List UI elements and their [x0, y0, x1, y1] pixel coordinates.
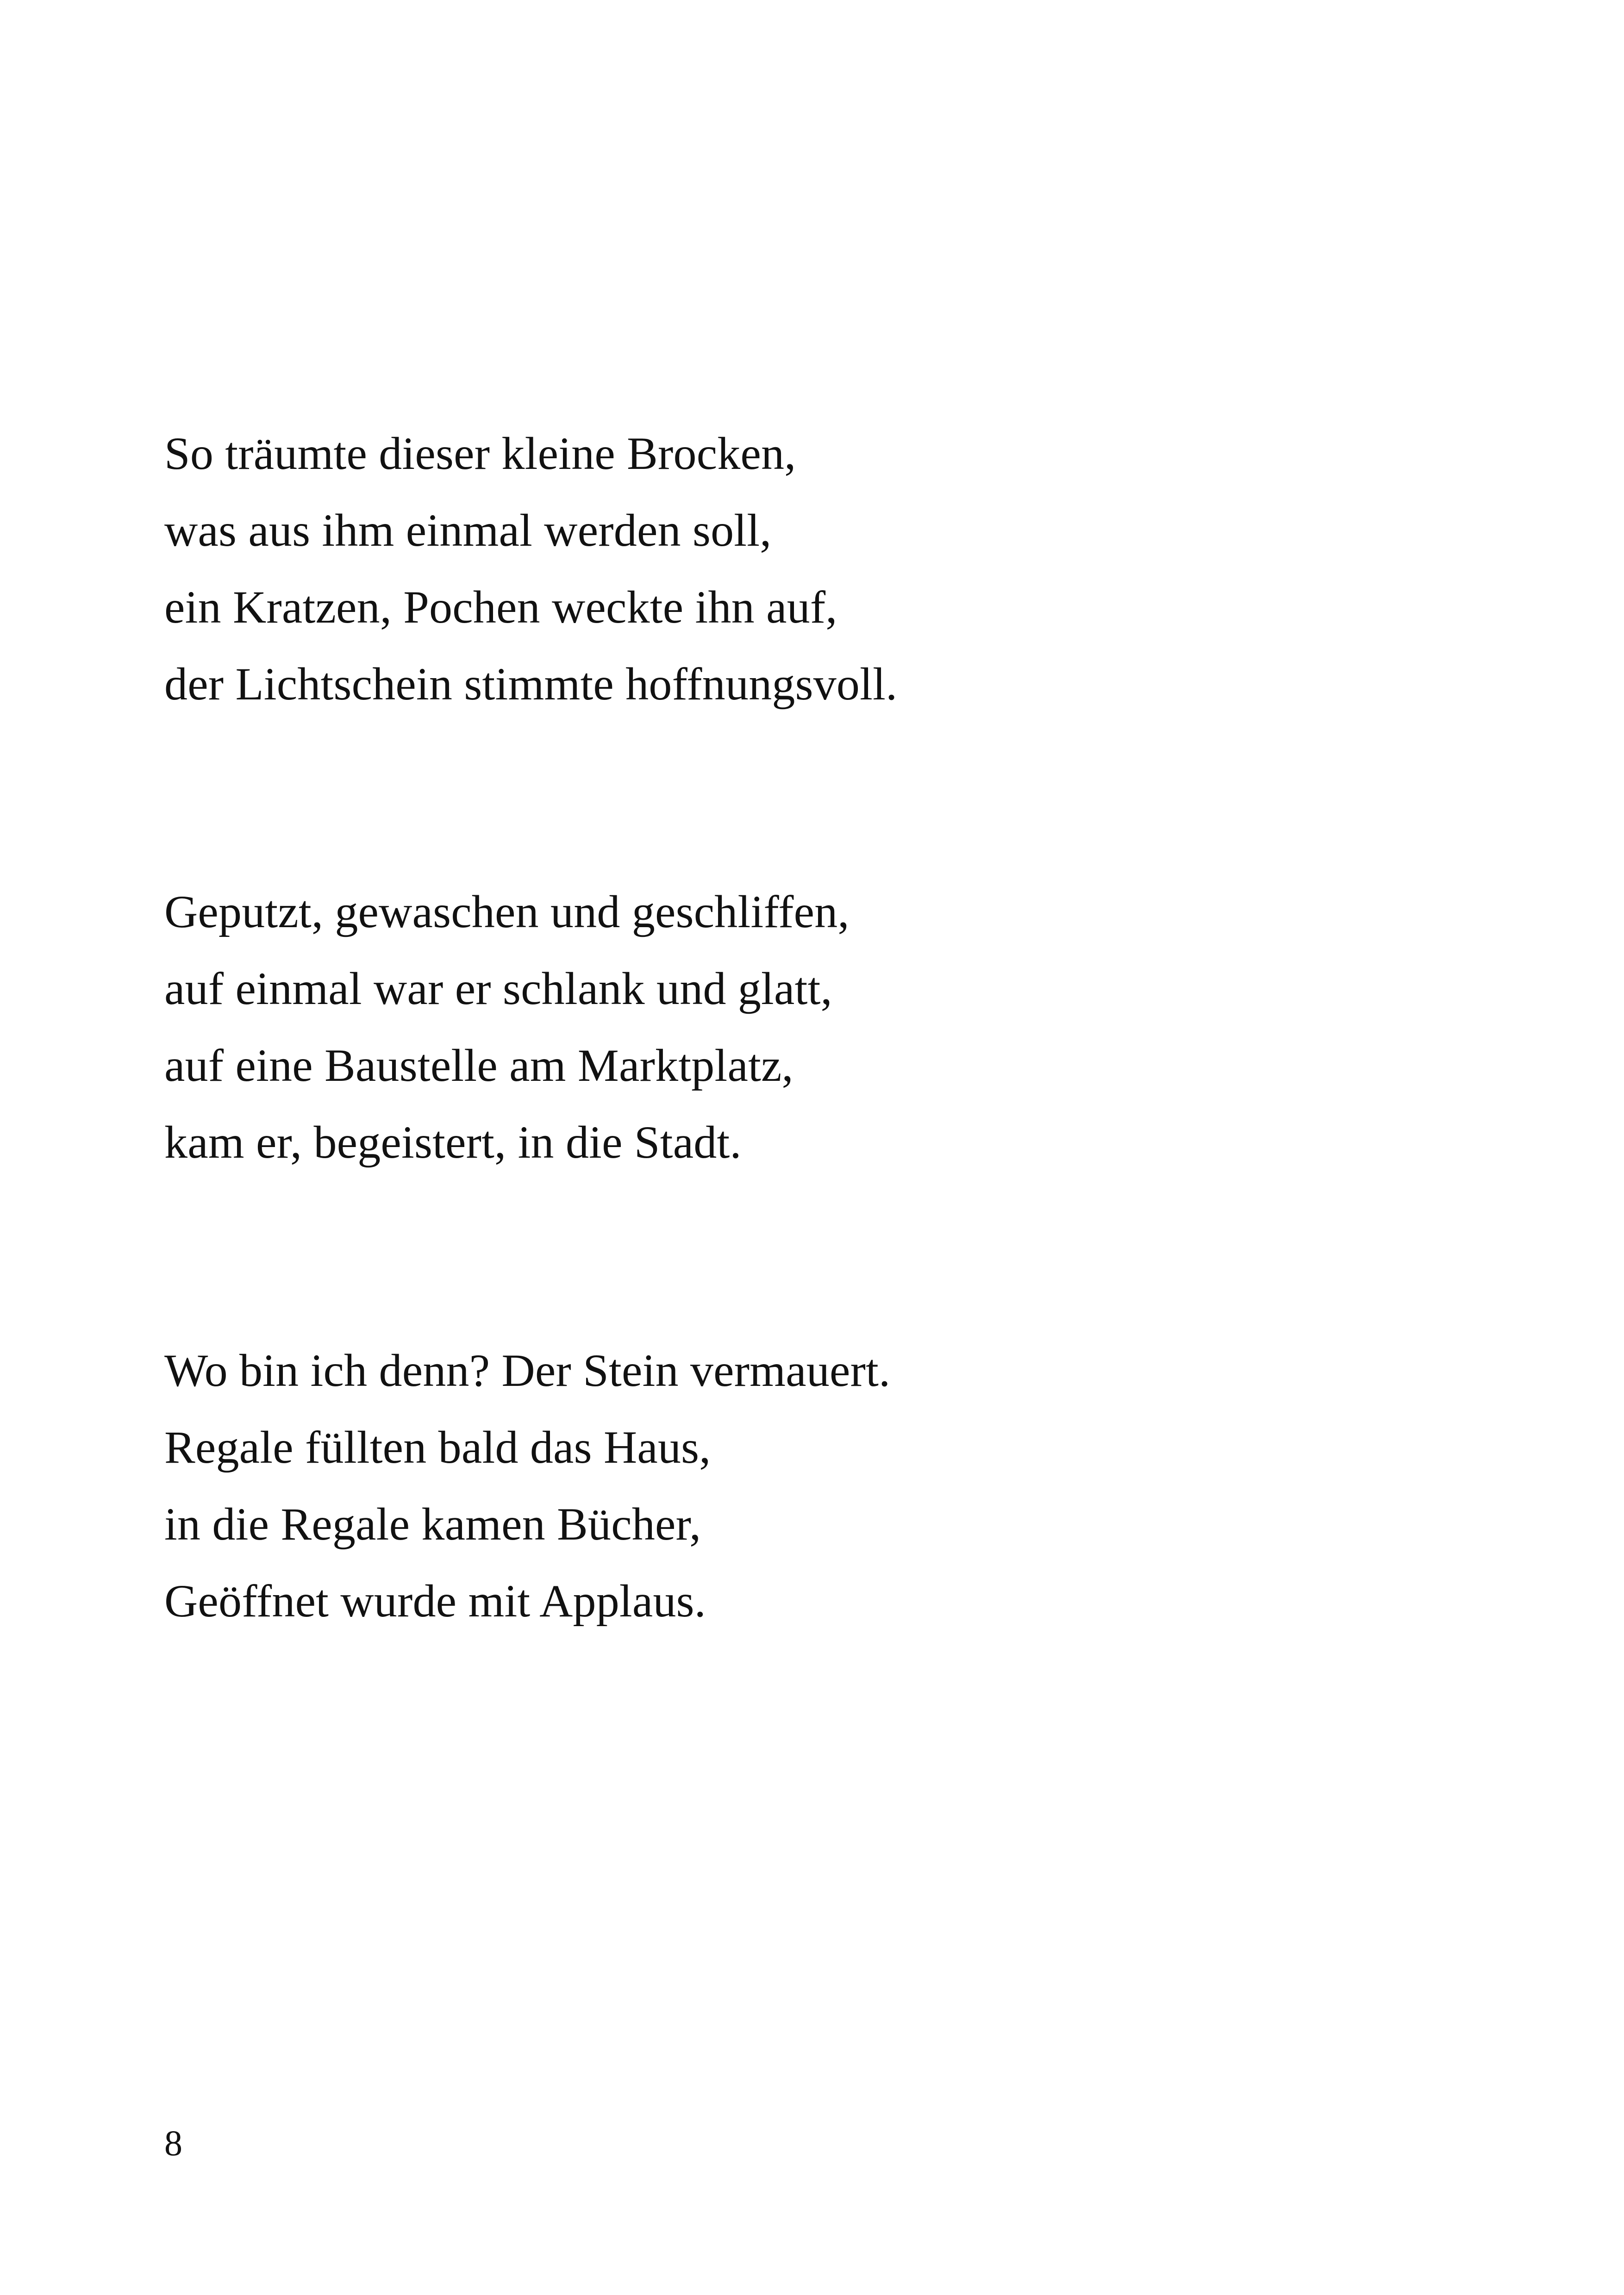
- poem-line: Regale füllten bald das Haus,: [164, 1422, 711, 1473]
- poem-line: der Lichtschein stimmte hoffnungsvoll.: [164, 658, 898, 710]
- poem-line: was aus ihm einmal werden soll,: [164, 505, 772, 556]
- poem-line: in die Regale kamen Bücher,: [164, 1498, 701, 1550]
- poem-stanza-2: [164, 873, 1461, 1181]
- poem-line: auf eine Baustelle am Marktplatz,: [164, 1040, 793, 1091]
- poem-line: Geputzt, gewaschen und geschliffen,: [164, 886, 849, 937]
- page-number: 8: [164, 2123, 182, 2163]
- poem-line: auf einmal war er schlank und glatt,: [164, 963, 832, 1014]
- poem-line: So träumte dieser kleine Brocken,: [164, 428, 796, 479]
- poem-line: Geöffnet wurde mit Applaus.: [164, 1575, 706, 1627]
- poem-line: Wo bin ich denn? Der Stein vermauert.: [164, 1345, 891, 1396]
- poem-stanza-1: [164, 415, 1461, 723]
- poem-line: kam er, begeistert, in die Stadt.: [164, 1116, 742, 1168]
- poem-line: ein Kratzen, Pochen weckte ihn auf,: [164, 581, 837, 633]
- poem-stanza-3: [164, 1332, 1461, 1640]
